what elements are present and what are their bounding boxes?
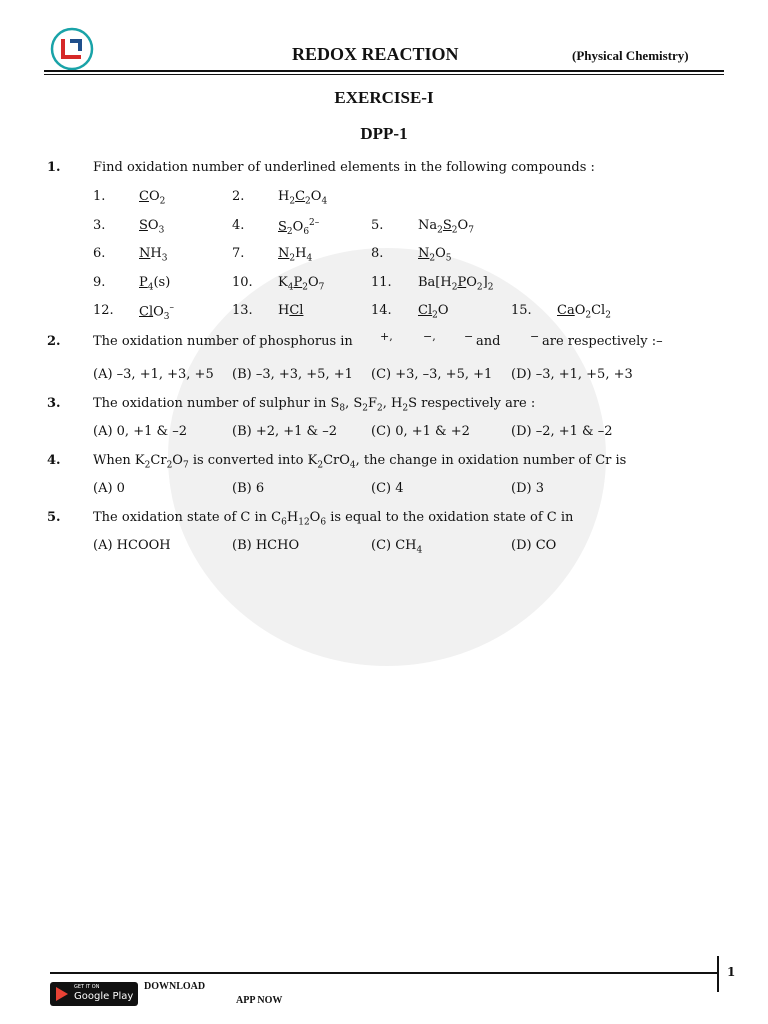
compound: $P_4(s)$: [139, 275, 171, 293]
option-b: (B) –3, +3, +5, +1: [232, 367, 353, 382]
item-number: 6.: [93, 246, 106, 261]
footer-divider: [717, 956, 719, 992]
option-a: (A) –3, +1, +3, +5: [93, 367, 214, 382]
question-text: When $K_2Cr_2O_7$ is converted into $K_2CrO_4$, the change in oxidation number of Cr is: [93, 453, 627, 471]
compound: $SO_3$: [139, 218, 165, 236]
badge-label: Google Play: [74, 991, 134, 1002]
document-subtitle: (Physical Chemistry): [572, 48, 689, 63]
option-c: (C) $CH_4$: [371, 538, 423, 556]
option-a: (A) 0, +1 & –2: [93, 424, 187, 439]
item-number: 3.: [93, 218, 106, 233]
compound: $CO_2$: [139, 189, 166, 207]
item-number: 10.: [232, 275, 253, 290]
compound: ClO$_3$–: [139, 303, 175, 322]
compound: $H_2C_2O_4$: [278, 189, 328, 207]
question-number: 3.: [47, 396, 61, 411]
footer-rule: [50, 972, 718, 974]
page-number: 1: [727, 965, 736, 979]
option-a: (A) HCOOH: [93, 538, 171, 553]
play-store-icon: [56, 987, 68, 1001]
compound: $Ba[H_2PO_2]_2$: [418, 275, 494, 293]
question-text: Find oxidation number of underlined elements in the following compounds :: [93, 160, 595, 175]
document-title: REDOX REACTION: [292, 44, 459, 64]
publisher-logo: [50, 27, 94, 71]
option-a: (A) 0: [93, 481, 125, 496]
item-number: 2.: [232, 189, 245, 204]
item-number: 15.: [511, 303, 532, 318]
header-rule: [44, 70, 724, 72]
option-d: (D) –2, +1 & –2: [511, 424, 613, 439]
exercise-title: EXERCISE-I: [334, 88, 434, 107]
badge-caption: GET IT ON: [74, 984, 100, 990]
question-number: 4.: [47, 453, 61, 468]
option-b: (B) HCHO: [232, 538, 300, 553]
item-number: 12.: [93, 303, 114, 318]
question-text: The oxidation number of phosphorus in: [93, 334, 353, 349]
question-text: are respectively :–: [542, 334, 663, 349]
question-text: and: [476, 334, 501, 349]
dpp-title: DPP-1: [360, 124, 408, 143]
compound: $CaO_2Cl_2$: [557, 303, 611, 321]
item-number: 4.: [232, 218, 245, 233]
item-number: 11.: [371, 275, 392, 290]
compound: HCl: [278, 303, 304, 318]
item-number: 14.: [371, 303, 392, 318]
compound: $S_2O_6^{2-}$: [278, 218, 320, 237]
download-label: DOWNLOAD: [144, 981, 206, 992]
question-text: The oxidation state of C in $C_6H_{12}O_6$ is equal to the oxidation state of C in: [93, 510, 574, 528]
option-d: (D) CO: [511, 538, 557, 553]
question-text: The oxidation number of sulphur in $S_8$, $S_2F_2$, $H_2S$ respectively are :: [93, 396, 536, 414]
compound: $N_2H_4$: [278, 246, 313, 264]
header-rule-thin: [44, 74, 724, 75]
item-number: 7.: [232, 246, 245, 261]
question-number: 1.: [47, 160, 61, 175]
charge-label: −,: [423, 330, 436, 343]
item-number: 5.: [371, 218, 384, 233]
item-number: 9.: [93, 275, 106, 290]
option-c: (C) 4: [371, 481, 404, 496]
item-number: 1.: [93, 189, 106, 204]
compound: $K_4P_2O_7$: [278, 275, 325, 293]
item-number: 8.: [371, 246, 384, 261]
option-b: (B) 6: [232, 481, 265, 496]
google-play-badge[interactable]: [50, 982, 138, 1006]
option-d: (D) 3: [511, 481, 544, 496]
compound: $NH_3$: [139, 246, 168, 264]
option-c: (C) 0, +1 & +2: [371, 424, 470, 439]
option-d: (D) –3, +1, +5, +3: [511, 367, 633, 382]
compound: $N_2O_5$: [418, 246, 452, 264]
charge-label: −: [530, 330, 540, 343]
question-number: 2.: [47, 334, 61, 349]
compound: $Na_2S_2O_7$: [418, 218, 474, 236]
charge-label: −: [464, 330, 474, 343]
compound: $Cl_2O$: [418, 303, 449, 321]
charge-label: +,: [380, 330, 393, 343]
question-number: 5.: [47, 510, 61, 525]
app-now-label: APP NOW: [236, 995, 283, 1006]
option-c: (C) +3, –3, +5, +1: [371, 367, 493, 382]
option-b: (B) +2, +1 & –2: [232, 424, 338, 439]
item-number: 13.: [232, 303, 253, 318]
